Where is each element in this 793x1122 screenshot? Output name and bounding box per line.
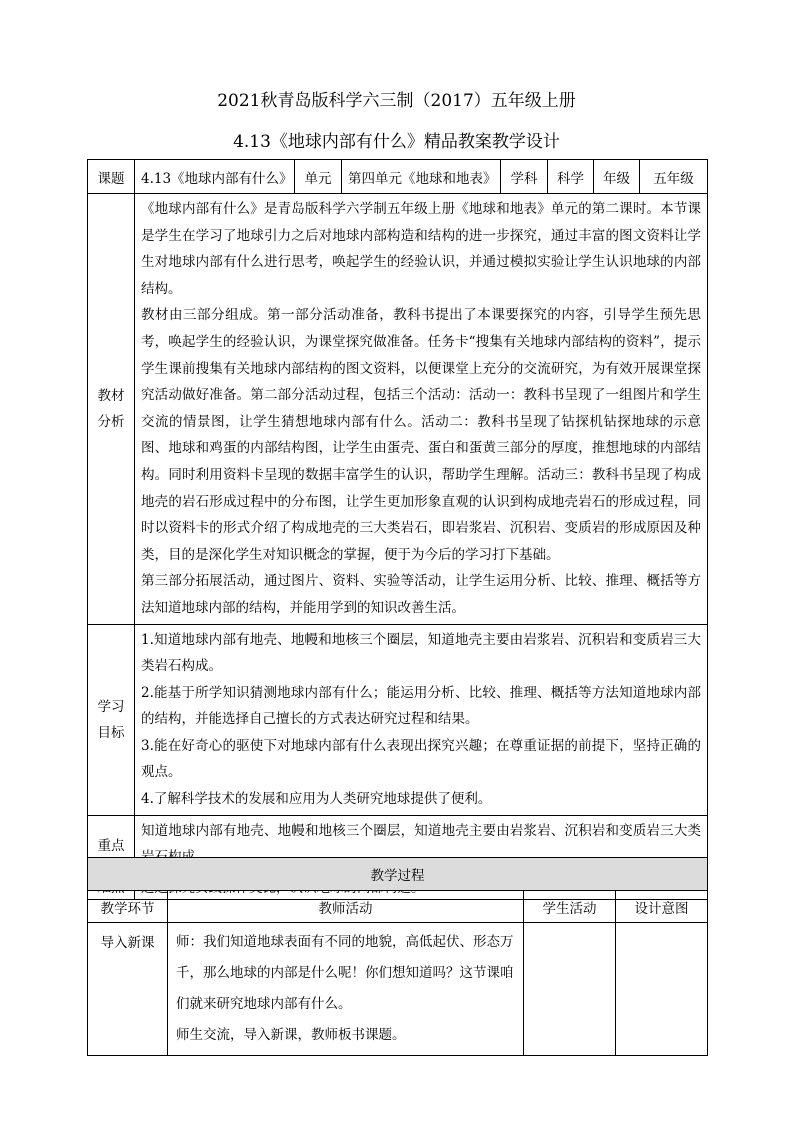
teacher-activity-cell (168, 923, 524, 1056)
unit-value: 第四单元《地球和地表》 (342, 160, 501, 194)
analysis-paragraph: 教材由三部分组成。第一部分活动准备，教科书提出了本课要探究的内容，引导学生预先思考，唤起学生的经验认识，为课堂探究做准备。任务卡“搜集有关地球内部结构的资料”，提示学生课前搜集有关地球内部结构的图文资料，以便课堂上充分的交流研究，为有效开展课堂探究活动做好准备。第二部分活动过程，包括三个活动：活动一：教科书呈现了一组图片和学生交流的情景图，让学生猜想地球内部有什么。活动二：教科书呈现了钻探机钻探地球的示意图、地球和鸡蛋的内部结构图，让学生由蛋壳、蛋白和蛋黄三部分的厚度，推想地球的内部结构。同时利用资料卡呈现的数据丰富学生的认识，帮助学生理解。活动三：教科书呈现了构成地壳的岩石形成过程中的分布图，让学生更加形象直观的认识到构成地壳岩石的形成过程，同时以资料卡的形式介绍了构成地壳的三大类岩石，即岩浆岩、沉积岩、变质岩的形成原因及种类，目的是深化学生对知识概念的掌握，便于为今后的学习打下基础。 (141, 307, 701, 563)
goal-item: 4.了解科学技术的发展和应用为人类研究地球提供了便利。 (141, 791, 492, 808)
key-value: 知道地球内部有地壳、地幔和地核三个圈层，知道地壳主要由岩浆岩、沉积岩和变质岩三大类 (135, 815, 708, 873)
column-header-stage: 教学环节 (88, 891, 168, 923)
goal-item: 1.知道地球内部有地壳、地幔和地核三个圈层，知道地壳主要由岩浆岩、沉积岩和变质岩三大类岩石构成。 (141, 631, 701, 675)
analysis-content (135, 194, 708, 625)
grade-value: 五年级 (640, 160, 708, 194)
document-subtitle: 4.13《地球内部有什么》精品教案教学设计 (233, 132, 560, 152)
column-header-student: 学生活动 (524, 891, 616, 923)
stage-cell: 导入新课 (88, 923, 168, 1056)
subject-label: 学科 (501, 160, 548, 194)
unit-label: 单元 (295, 160, 342, 194)
goals-label: 学习目标 (88, 624, 135, 815)
analysis-label: 教材分析 (88, 194, 135, 625)
goal-item: 2.能基于所学知识猜测地球内部有什么；能运用分析、比较、推理、概括等方法知道地球内部的结构，并能选择自己擅长的方式表达研究过程和结果。 (141, 684, 701, 728)
analysis-paragraph: 《地球内部有什么》是青岛版科学六学制五年级上册《地球和地表》单元的第二课时。本节课是学生在学习了地球引力之后对地球内部构造和结构的进一步探究，通过丰富的图文资料让学生对地球内部有什么进行思考，唤起学生的经验认识，并通过模拟实验让学生认识地球的内部结构。 (141, 201, 701, 297)
key-label: 重点 (88, 815, 135, 873)
goals-content (135, 624, 708, 815)
document-title: 2021秋青岛版科学六三制（2017）五年级上册 (217, 91, 576, 111)
design-intent-cell (616, 923, 708, 1056)
topic-value: 4.13《地球内部有什么》 (135, 160, 295, 194)
goal-item: 3.能在好奇心的驱使下对地球内部有什么表现出探究兴趣；在尊重证据的前提下，坚持正确的观点。 (141, 737, 701, 781)
analysis-paragraph: 第三部分拓展活动，通过图片、资料、实验等活动，让学生运用分析、比较、推理、概括等方法知道地球内部的结构，并能用学到的知识改善生活。 (141, 573, 701, 616)
teaching-process-table (87, 857, 708, 1056)
student-activity-cell (524, 923, 616, 1056)
process-section-title: 教学过程 (88, 858, 708, 891)
column-header-teacher: 教师活动 (168, 891, 524, 923)
grade-label: 年级 (594, 160, 640, 194)
topic-label: 课题 (88, 160, 135, 194)
column-header-intent: 设计意图 (616, 891, 708, 923)
teacher-activity-text: 师：我们知道地球表面有不同的地貌，高低起伏、形态万千，那么地球的内部是什么呢！你们想知道吗？这节课咱们就来研究地球内部有什么。 (176, 934, 514, 1012)
teacher-activity-text: 师生交流，导入新课，教师板书课题。 (176, 1027, 406, 1043)
table-row (88, 923, 708, 1056)
lesson-info-table (87, 159, 708, 900)
subject-value: 科学 (548, 160, 594, 194)
